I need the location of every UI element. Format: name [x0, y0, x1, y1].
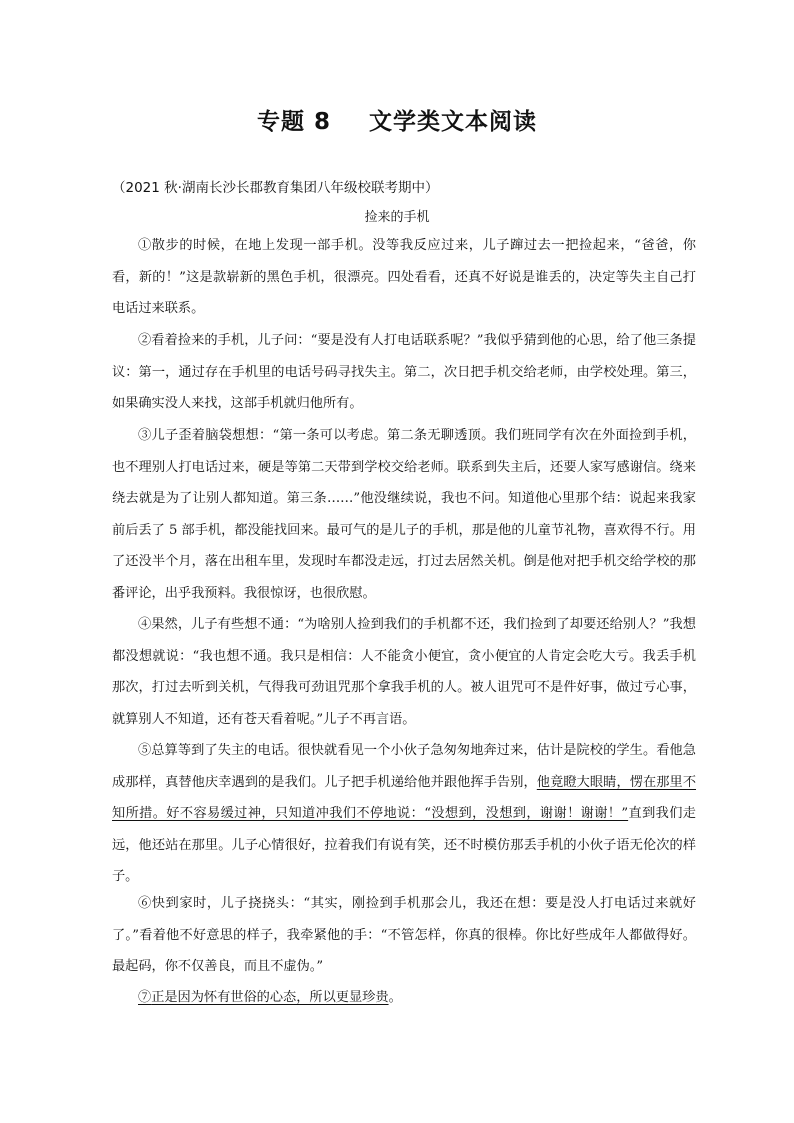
paragraph-5 [112, 735, 696, 893]
paragraph-4: ④果然，儿子有些想不通：“为啥别人捡到我们的手机都不还，我们捡到了却要还给别人？”我想都没想就说：“我也想不通。我只是相信：人不能贪小便宜，贪小便宜的人肯定会吃大亏。我丢手机那次，打过去听到关机，气得我可劲诅咒那个拿我手机的人。被人诅咒可不是件好事，做过亏心事，就算别人不知道，还有苍天看着呢。”儿子不再言语。 [112, 617, 696, 727]
page-title [0, 103, 794, 136]
exam-source: （2021 秋·湖南长沙长郡教育集团八年级校联考期中） [112, 180, 439, 196]
paragraph-7-number: ⑦ [138, 990, 152, 1005]
article-title: 捡来的手机 [364, 210, 430, 225]
title-number: 专题 8 [256, 109, 331, 135]
title-text: 文学类文本阅读 [369, 109, 537, 135]
paragraph-7-end: 。 [388, 990, 402, 1005]
underlined-sentence-5: 他竟瞪大眼睛，愣在那里不知所措。好不容易缓过神，只知道冲我们不停地说：“没想到，没想到，谢谢！谢谢！” [112, 774, 697, 821]
paragraph-2: ②看着捡来的手机，儿子问：“要是没有人打电话联系呢？”我似乎猜到他的心思，给了他三条提议：第一，通过存在手机里的电话号码寻找失主。第二，次日把手机交给老师，由学校处理。第三，如果确实没人来找，这部手机就归他所有。 [112, 333, 696, 411]
paragraph-6: ⑥快到家时，儿子挠挠头：“其实，刚捡到手机那会儿，我还在想：要是没人打电话过来就好了。”看着他不好意思的样子，我牵紧他的手：“不管怎样，你真的很棒。你比好些成年人都做得好。最起码，你不仅善良，而且不虚伪。” [112, 896, 696, 974]
paragraph-3: ③儿子歪着脑袋想想：“第一条可以考虑。第二条无聊透顶。我们班同学有次在外面捡到手机，也不理别人打电话过来，硬是等第二天带到学校交给老师。联系到失主后，还要人家写感谢信。绕来绕去就是为了让别人都知道。第三条……”他没继续说，我也不问。知道他心里那个结：说起来我家前后丢了 5 部手机，都没能找回来。最可气的是儿子的手机，那是他的儿童节礼物，喜欢得不行。用了还没半个月，落在出租车里，发现时车都没走远，打过去居然关机。倒是他对把手机交给学校的那番评论，出乎我预料。我很惊讶，也很欣慰。 [112, 428, 696, 601]
underlined-sentence-7: 正是因为怀有世俗的心态，所以更显珍贵 [151, 990, 389, 1005]
paragraph-7 [112, 982, 696, 1014]
paragraph-5-end: 直到我们走远，他还站在那里。儿子心情很好，拉着我们有说有笑，还不时模仿那丢手机的小伙子语无伦次的样子。 [112, 806, 696, 884]
paragraph-5-start: ⑤总算等到了失主的电话。很快就看见一个小伙子急匆匆地奔过来，估计是院校的学生。看他急成那样，真替他庆幸遇到的是我们。儿子把手机递给他并跟他挥手告别， [112, 743, 696, 790]
paragraph-1: ①散步的时候，在地上发现一部手机。没等我反应过来，儿子蹿过去一把捡起来，“爸爸，你看，新的！”这是款崭新的黑色手机，很漂亮。四处看看，还真不好说是谁丢的，决定等失主自己打电话过来联系。 [112, 238, 696, 316]
